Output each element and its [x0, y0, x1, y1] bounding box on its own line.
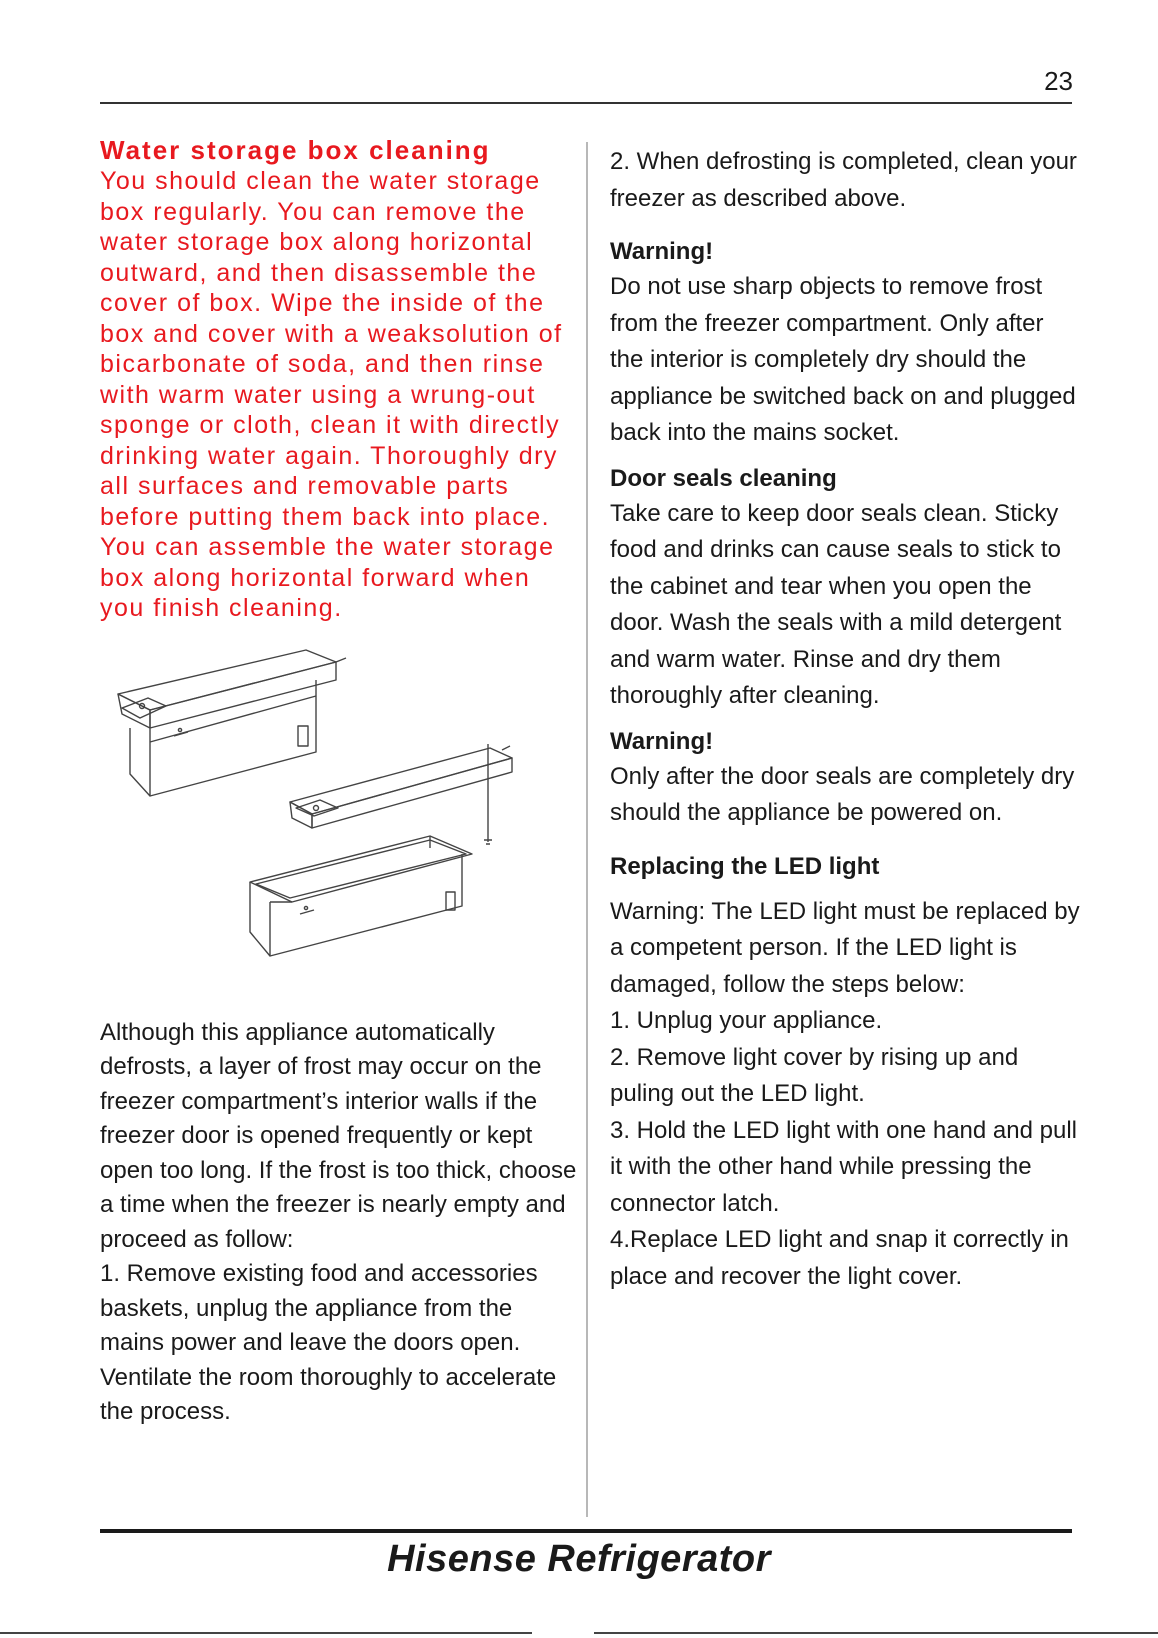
door-seals-text: Take care to keep door seals clean. Sticky food and drinks can cause seals to stick to the cabinet and tear when you open the door. Wash the seals with a mild detergent and warm water. Rinse and dry them thoroughly after cleaning.	[610, 499, 1062, 709]
defrost-paragraph: Although this appliance automatically defrosts, a layer of frost may occur on the freezer compartment’s interior walls if the freezer door is opened frequently or kept open too long. If the frost is too thick, choose a time when the freezer is nearly empty and proceed as follow:	[100, 1018, 577, 1253]
left-column	[100, 134, 580, 1430]
page-number: 23	[1044, 66, 1073, 96]
footer-rule	[100, 1529, 1072, 1533]
defrost-step-1: 1. Remove existing food and accessories baskets, unplug the appliance from the mains power and leave the doors open. Ventilate the room thoroughly to accelerate the process.	[100, 1260, 557, 1425]
water-box-heading: Water storage box cleaning	[100, 135, 491, 165]
brand-footer: Hisense Refrigerator	[387, 1538, 771, 1580]
led-step: 1. Unplug your appliance.	[610, 1007, 883, 1034]
led-heading: Replacing the LED light	[610, 852, 880, 880]
door-seals-heading: Door seals cleaning	[610, 464, 837, 492]
right-column	[610, 144, 1080, 1295]
led-intro: Warning: The LED light must be replaced by a competent person. If the LED light is damaged, follow the steps below:	[610, 897, 1080, 998]
warning-1-text: Do not use sharp objects to remove frost from the freezer compartment. Only after the interior is completely dry should the appliance be switched back on and plugged back into the mains socket.	[610, 273, 1076, 446]
warning-1-title: Warning!	[610, 238, 714, 265]
led-step: 2. Remove light cover by rising up and puling out the LED light.	[610, 1043, 1019, 1107]
led-step: 4.Replace LED light and snap it correctly in place and recover the light cover.	[610, 1226, 1069, 1290]
warning-2-title: Warning!	[610, 727, 714, 755]
header-rule	[100, 102, 1072, 104]
bottom-rule-gap	[532, 1631, 594, 1635]
warning-2-text: Only after the door seals are completely dry should the appliance be powered on.	[610, 762, 1075, 826]
column-divider	[586, 142, 588, 1517]
led-step: 3. Hold the LED light with one hand and pull it with the other hand while pressing the connector latch.	[610, 1116, 1077, 1217]
water-box-instructions: You should clean the water storage box regularly. You can remove the water storage box along horizontal outward, and then disassemble the cover of box. Wipe the inside of the box and cover with a weaksolution of bicarbonate of soda, and then rinse with warm water using a wrung-out sponge or cloth, clean it with directly drinking water again. Thoroughly dry all surfaces and removable parts before putting them back into place. You can assemble the water storage box along horizontal forward when you finish cleaning.	[100, 167, 563, 622]
water-storage-box-illustration	[100, 632, 560, 1002]
defrost-step-2: 2. When defrosting is completed, clean your freezer as described above.	[610, 148, 1077, 212]
